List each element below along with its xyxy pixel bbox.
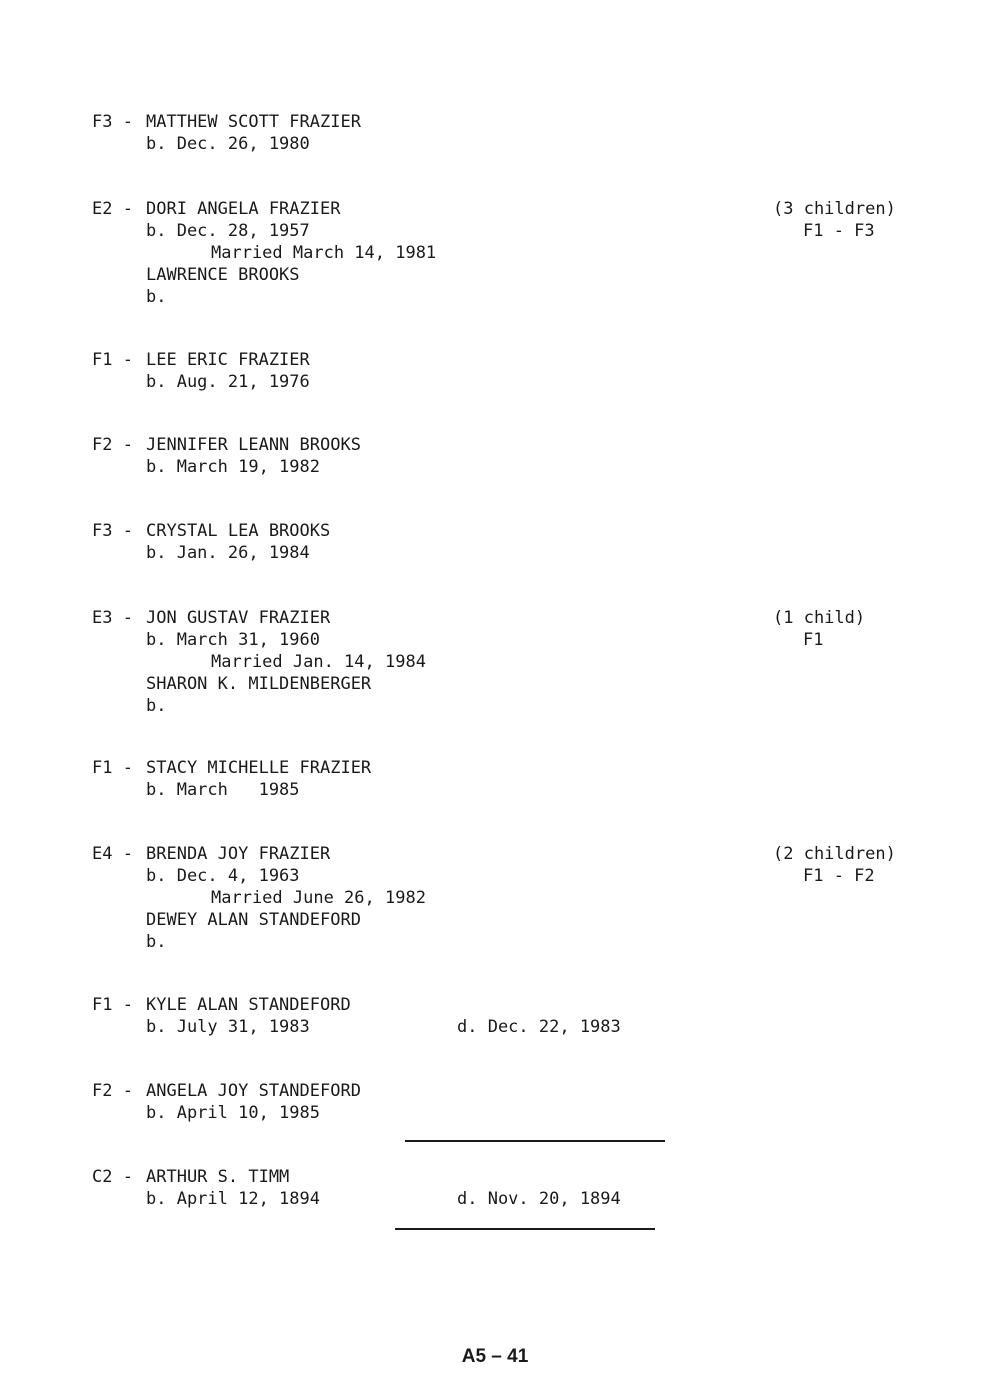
entry-name: JENNIFER LEANN BROOKS xyxy=(146,435,361,455)
entry-angela-joy-standeford xyxy=(92,1080,361,1124)
entry-birth: b. April 12, 1894 xyxy=(146,1189,320,1209)
entry-name: CRYSTAL LEA BROOKS xyxy=(146,521,331,541)
entry-jon-gustav-frazier xyxy=(92,607,426,717)
entry-code: E2 - xyxy=(92,199,144,219)
children-note-dori xyxy=(773,198,896,242)
entry-arthur-s-timm xyxy=(92,1166,320,1210)
entry-code: F1 - xyxy=(92,758,144,778)
page-number: A5 – 41 xyxy=(461,1346,529,1367)
entry-birth: b. March 19, 1982 xyxy=(146,457,320,477)
entry-spouse: LAWRENCE BROOKS xyxy=(146,265,300,285)
entry-code: F2 - xyxy=(92,435,144,455)
children-count: (1 child) xyxy=(773,608,866,628)
entry-code: E3 - xyxy=(92,608,144,628)
entry-spouse-birth: b. xyxy=(146,932,167,952)
separator-rule-bottom xyxy=(395,1228,655,1230)
entry-birth: b. Dec. 26, 1980 xyxy=(146,134,310,154)
entry-spouse-birth: b. xyxy=(146,287,167,307)
entry-birth: b. March 1985 xyxy=(146,780,300,800)
entry-code: F3 - xyxy=(92,521,144,541)
entry-marriage: Married Jan. 14, 1984 xyxy=(211,652,426,672)
children-range: F1 - F3 xyxy=(803,221,875,241)
entry-jennifer-leann-brooks xyxy=(92,434,361,478)
entry-spouse: SHARON K. MILDENBERGER xyxy=(146,674,372,694)
entry-name: DORI ANGELA FRAZIER xyxy=(146,199,341,219)
entry-kyle-alan-standeford xyxy=(92,994,351,1038)
children-count: (2 children) xyxy=(773,844,896,864)
entry-code: F2 - xyxy=(92,1081,144,1101)
entry-marriage: Married June 26, 1982 xyxy=(211,888,426,908)
entry-name: BRENDA JOY FRAZIER xyxy=(146,844,331,864)
entry-code: F1 - xyxy=(92,350,144,370)
entry-stacy-michelle-frazier xyxy=(92,757,371,801)
entry-birth: b. March 31, 1960 xyxy=(146,630,320,650)
entry-name: MATTHEW SCOTT FRAZIER xyxy=(146,112,361,132)
entry-brenda-joy-frazier xyxy=(92,843,426,953)
children-note-brenda xyxy=(773,843,896,887)
entry-birth: b. July 31, 1983 xyxy=(146,1017,310,1037)
entry-name: JON GUSTAV FRAZIER xyxy=(146,608,331,628)
entry-spouse-birth: b. xyxy=(146,696,167,716)
children-range: F1 xyxy=(803,630,824,650)
children-count: (3 children) xyxy=(773,199,896,219)
entry-name: ANGELA JOY STANDEFORD xyxy=(146,1081,361,1101)
entry-name: LEE ERIC FRAZIER xyxy=(146,350,310,370)
entry-birth: b. Dec. 4, 1963 xyxy=(146,866,300,886)
entry-birth: b. April 10, 1985 xyxy=(146,1103,320,1123)
entry-crystal-lea-brooks xyxy=(92,520,330,564)
entry-birth: b. Dec. 28, 1957 xyxy=(146,221,310,241)
entry-death-kyle: d. Dec. 22, 1983 xyxy=(457,1017,621,1037)
entry-spouse: DEWEY ALAN STANDEFORD xyxy=(146,910,361,930)
entry-lee-eric-frazier xyxy=(92,349,310,393)
entry-marriage: Married March 14, 1981 xyxy=(211,243,437,263)
entry-code: E4 - xyxy=(92,844,144,864)
entry-name: STACY MICHELLE FRAZIER xyxy=(146,758,372,778)
entry-birth: b. Jan. 26, 1984 xyxy=(146,543,310,563)
entry-code: C2 - xyxy=(92,1167,144,1187)
entry-name: ARTHUR S. TIMM xyxy=(146,1167,290,1187)
entry-name: KYLE ALAN STANDEFORD xyxy=(146,995,351,1015)
entry-code: F1 - xyxy=(92,995,144,1015)
children-note-jon xyxy=(773,607,865,651)
entry-birth: b. Aug. 21, 1976 xyxy=(146,372,310,392)
entry-code: F3 - xyxy=(92,112,144,132)
children-range: F1 - F2 xyxy=(803,866,875,886)
entry-matthew-scott-frazier xyxy=(92,111,361,155)
separator-rule-top xyxy=(405,1140,665,1142)
entry-death-arthur: d. Nov. 20, 1894 xyxy=(457,1189,621,1209)
entry-dori-angela-frazier xyxy=(92,198,436,308)
